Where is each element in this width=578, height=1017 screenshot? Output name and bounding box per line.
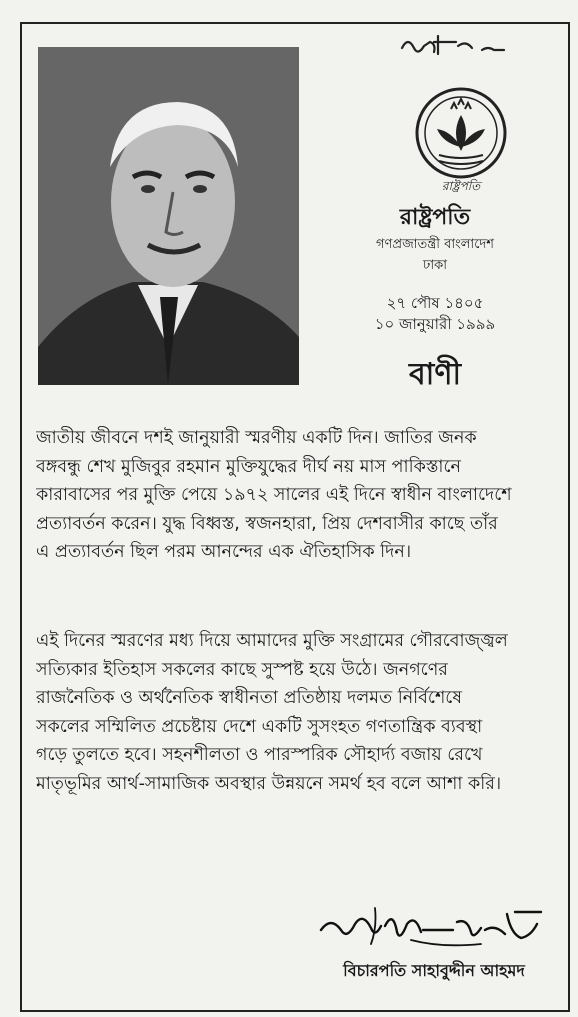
date-gregorian: ১০ জানুয়ারী ১৯৯৯ [374, 315, 496, 333]
office-title: রাষ্ট্রপতি [399, 205, 471, 230]
signer-name: বিচারপতি সাহাবুদ্দীন আহমদ [343, 961, 525, 980]
date-bengali: ২৭ পৌষ ১৪০৫ [386, 294, 484, 312]
paragraph-line: জাতীয় জীবনে দশই জানুয়ারী স্মরণীয় একটি দিন। জাতির জনক [36, 428, 477, 448]
paragraph-line: এ প্রত্যাবর্তন ছিল পরম আনন্দের এক ঐতিহাসিক দিন। [36, 542, 412, 562]
message-heading: বাণী [408, 357, 462, 392]
emblem-caption: রাষ্ট্রপতি [441, 179, 481, 193]
office-city: ঢাকা [423, 258, 447, 273]
signature [315, 900, 550, 958]
message-paragraph-2 [36, 627, 566, 798]
handwritten-note [398, 28, 508, 62]
paragraph-line: প্রত্যাবর্তন করেন। যুদ্ধ বিধ্বস্ত, স্বজনহারা, প্রিয় দেশবাসীর কাছে তাঁর [36, 513, 498, 534]
national-emblem-icon [413, 85, 509, 181]
paragraph-line: বঙ্গবন্ধু শেখ মুজিবুর রহমান মুক্তিযুদ্ধের দীর্ঘ নয় মাস পাকিস্তানে [36, 456, 461, 477]
message-paragraph-1 [36, 424, 566, 567]
office-country: গণপ্রজাতন্ত্রী বাংলাদেশ [376, 237, 494, 252]
paragraph-line: গড়ে তুলতে হবে। সহনশীলতা ও পারস্পরিক সৌহার্দ্য বজায় রেখে [36, 745, 483, 765]
paragraph-line: মাতৃভূমির আর্থ-সামাজিক অবস্থার উন্নয়নে সমর্থ হব বলে আশা করি। [36, 773, 502, 794]
paragraph-line: কারাবাসের পর মুক্তি পেয়ে ১৯৭২ সালের এই দিনে স্বাধীন বাংলাদেশে [36, 485, 512, 505]
paragraph-line: এই দিনের স্মরণের মধ্য দিয়ে আমাদের মুক্তি সংগ্রামের গৌরবোজ্জ্বল [36, 631, 508, 651]
paragraph-line: সত্যিকার ইতিহাস সকলের কাছে সুস্পষ্ট হয়ে উঠে। জনগণের [36, 659, 448, 680]
paragraph-line: রাজনৈতিক ও অর্থনৈতিক স্বাধীনতা প্রতিষ্ঠায় দলমত নির্বিশেষে [36, 688, 462, 708]
paragraph-line: সকলের সম্মিলিত প্রচেষ্টায় দেশে একটি সুসংহত গণতান্ত্রিক ব্যবস্থা [36, 716, 483, 737]
portrait-photo [38, 47, 299, 385]
